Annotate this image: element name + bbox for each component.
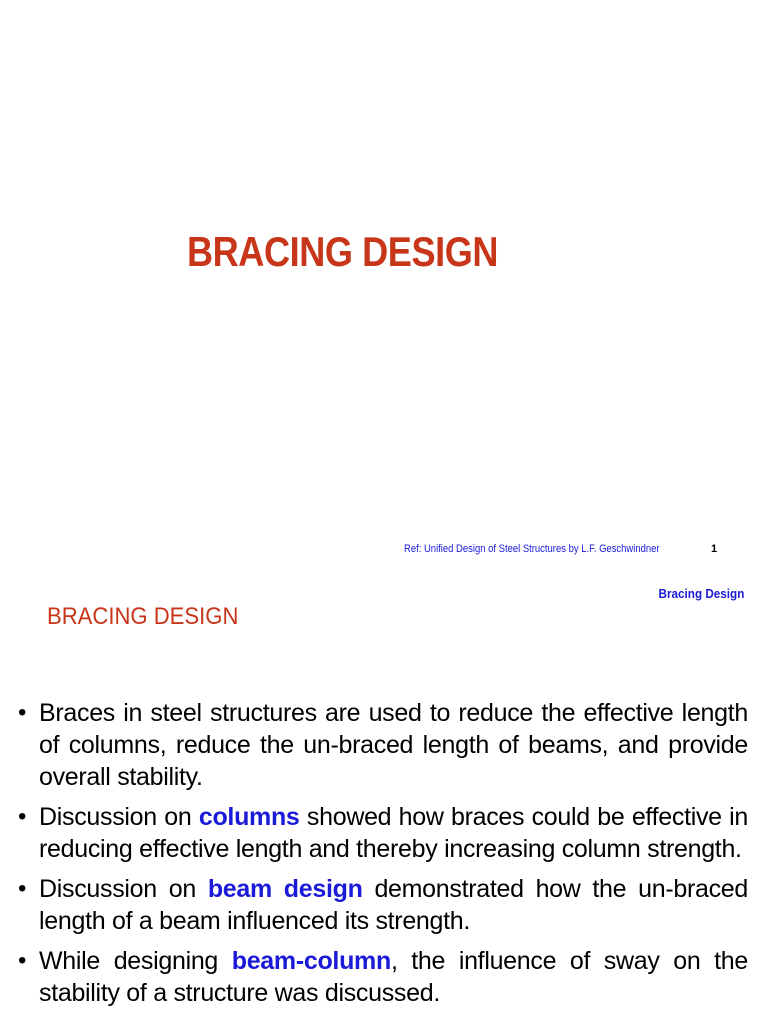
reference-note: Ref: Unified Design of Steel Structures by L.F. Geschwindner — [404, 543, 660, 555]
bullet-text: While designing beam-column, the influence of sway on the stability of a structure was discussed. — [39, 947, 748, 1007]
bullet-icon: • — [18, 875, 27, 902]
bullet-text: Discussion on columns showed how braces could be effective in reducing effective length and thereby increasing column strength. — [39, 803, 749, 863]
bullet-text: Braces in steel structures are used to reduce the effective length of columns, reduce the un-braced length of beams, and provide overall stability. — [39, 699, 748, 791]
slide-header: Bracing Design — [658, 586, 744, 601]
slide-2-title: BRACING DESIGN — [47, 603, 239, 630]
highlight-beam-design: beam design — [207, 875, 363, 903]
bullet-icon: • — [18, 947, 27, 974]
page-number: 1 — [711, 543, 718, 555]
slide-2 — [0, 570, 768, 1024]
highlight-columns: columns — [198, 803, 300, 831]
bullet-item — [18, 873, 748, 937]
bullet-text: Discussion on beam design demonstrated how the un-braced length of a beam influenced its strength. — [39, 875, 749, 935]
bullet-item — [18, 945, 748, 1009]
bullet-icon: • — [18, 699, 27, 726]
bullet-list — [18, 697, 748, 1017]
bullet-item — [18, 697, 748, 793]
highlight-beam-column: beam-column — [231, 947, 391, 975]
slide-1-title: BRACING DESIGN — [187, 228, 499, 275]
bullet-icon: • — [18, 803, 27, 830]
bullet-item — [18, 801, 748, 865]
